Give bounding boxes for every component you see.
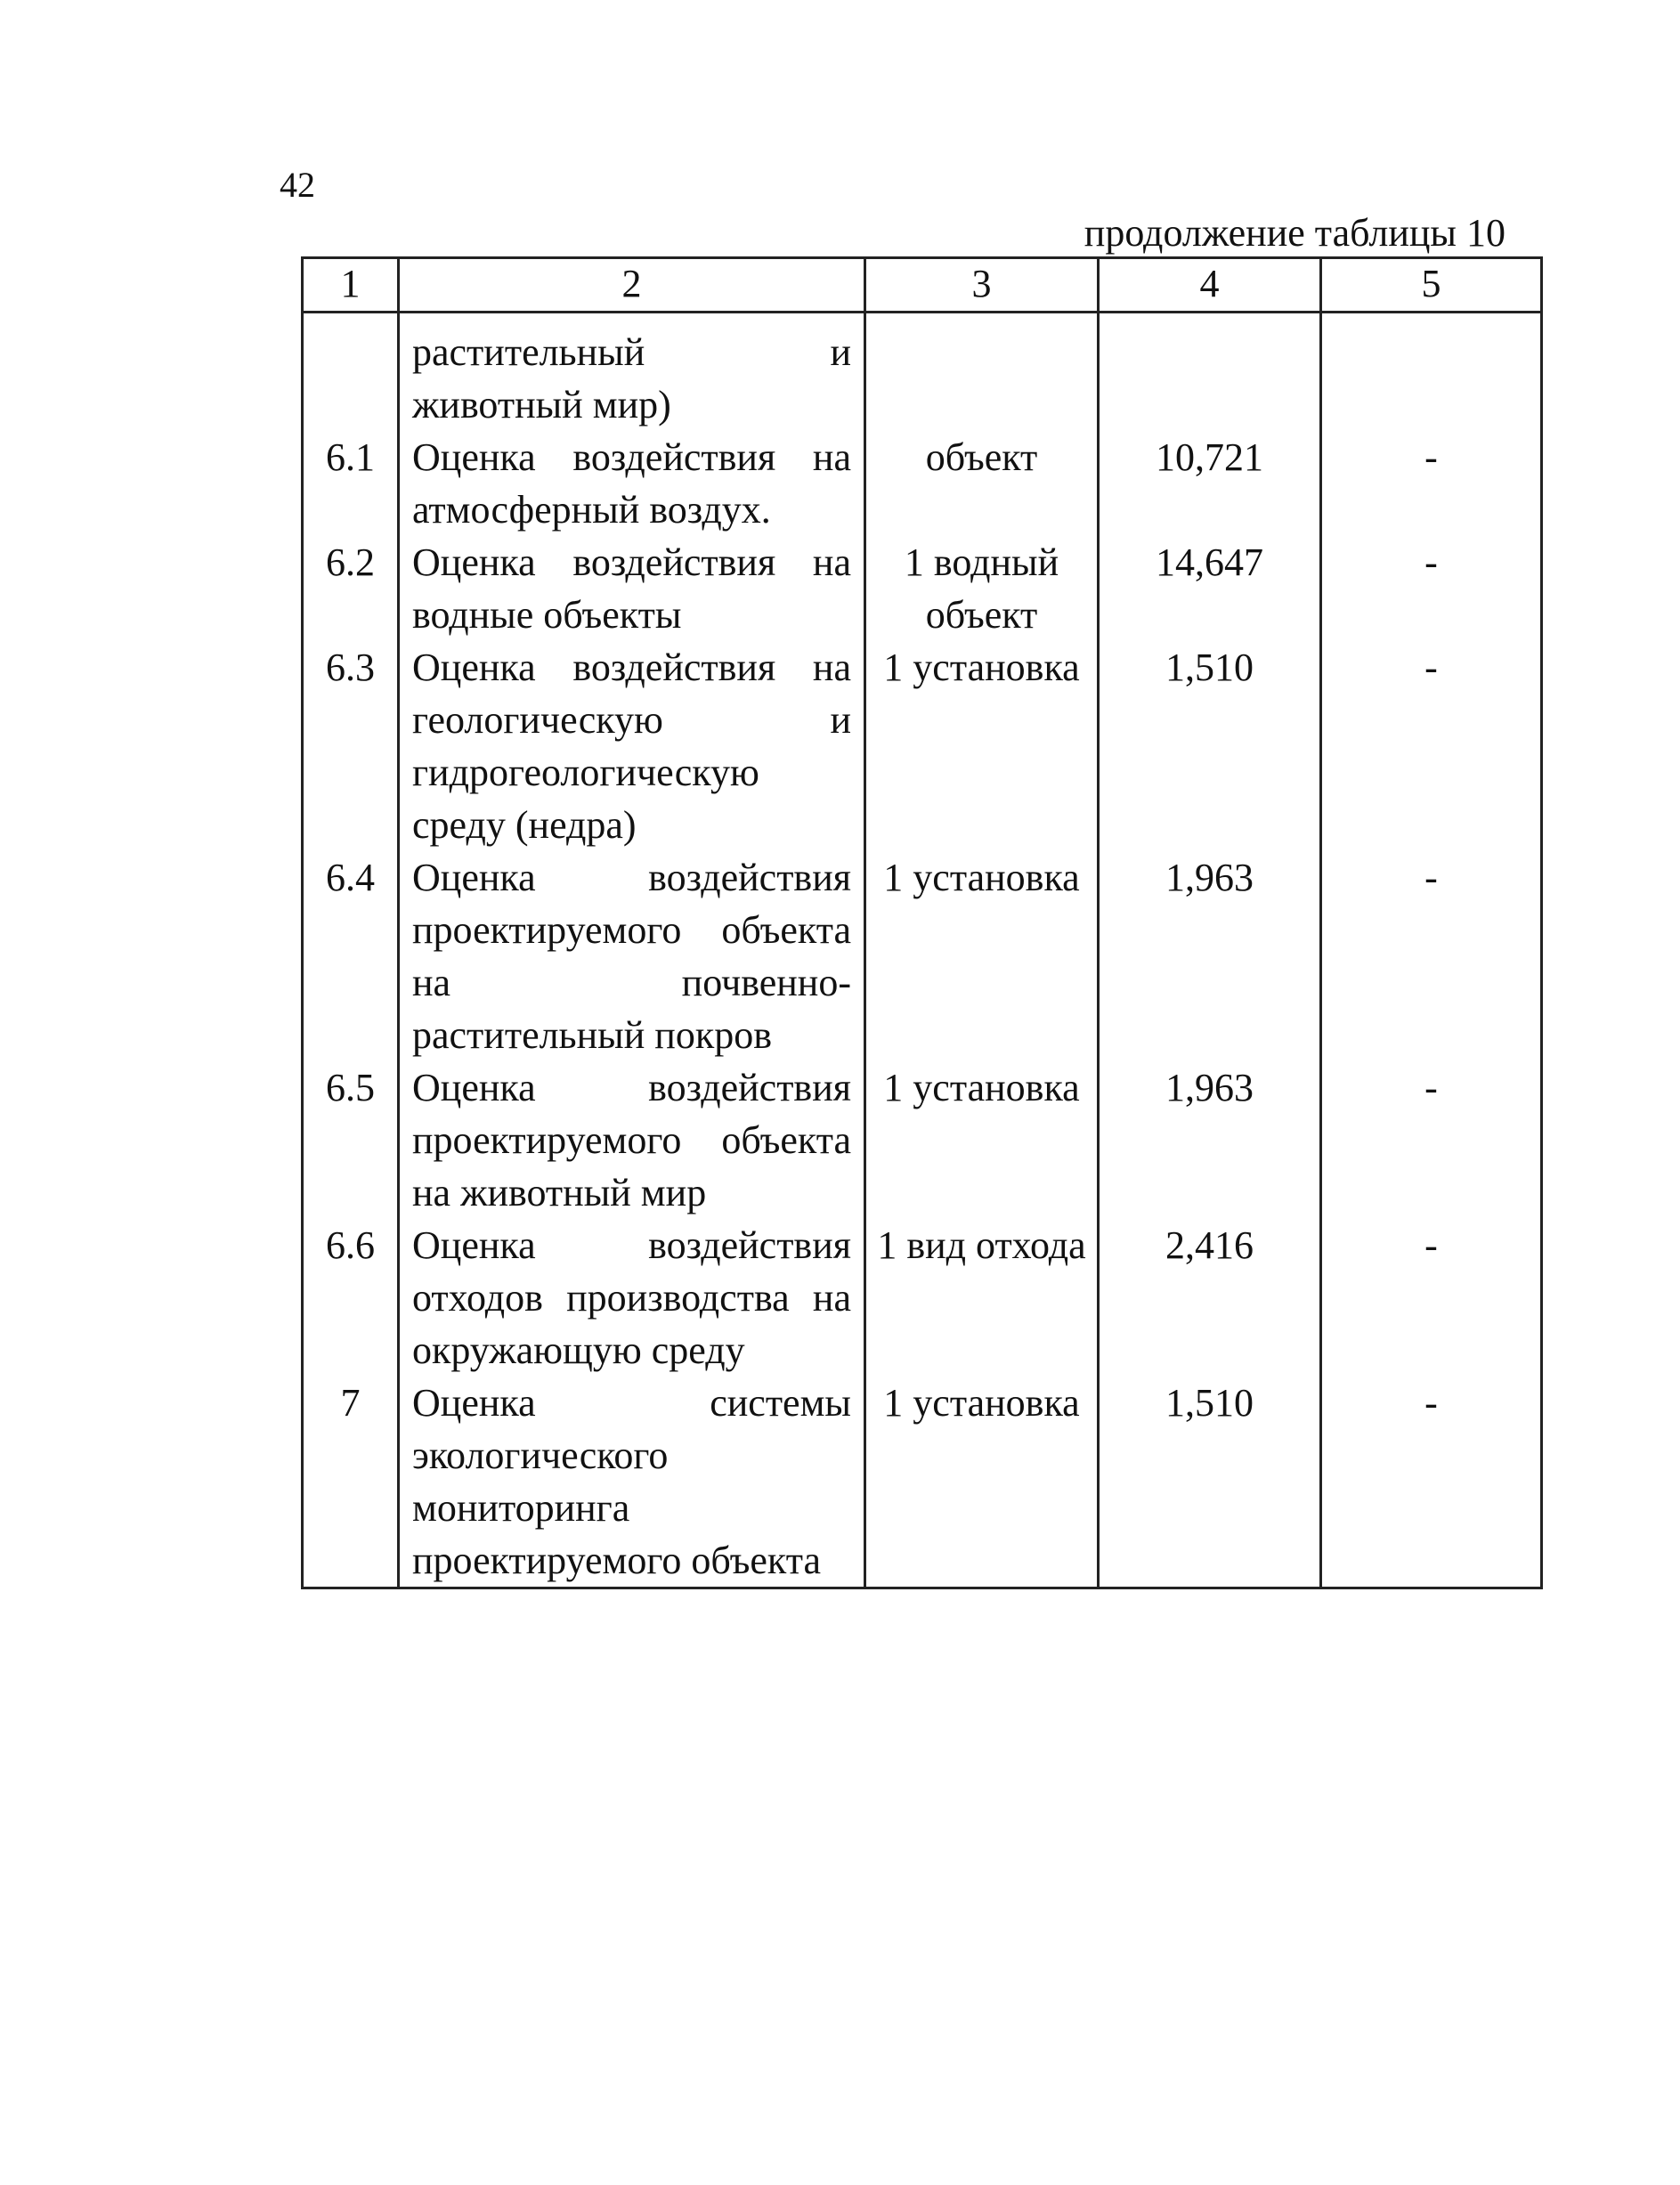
row-number: 6.5	[303, 1061, 399, 1219]
table-row	[303, 1061, 1542, 1219]
row-name: Оценка воздействия на атмосферный воздух.	[399, 431, 865, 536]
row-number: 6.4	[303, 851, 399, 1061]
row-unit	[865, 313, 1099, 432]
table-row	[303, 851, 1542, 1061]
row-number	[303, 313, 399, 432]
header-col-5: 5	[1321, 258, 1542, 313]
table-row	[303, 431, 1542, 536]
data-table	[301, 256, 1543, 1589]
table-row	[303, 313, 1542, 432]
page-number: 42	[280, 165, 315, 205]
row-name: Оценка воздействия проектируемого объекта на животный мир	[399, 1061, 865, 1219]
row-unit: 1 установка	[865, 1061, 1099, 1219]
row-value: 1,963	[1099, 851, 1321, 1061]
row-note: -	[1321, 536, 1542, 641]
row-value: 1,510	[1099, 1377, 1321, 1588]
row-note: -	[1321, 851, 1542, 1061]
table-row	[303, 1377, 1542, 1588]
header-col-2: 2	[399, 258, 865, 313]
row-note	[1321, 313, 1542, 432]
row-number: 6.2	[303, 536, 399, 641]
table-header-row	[303, 258, 1542, 313]
row-note: -	[1321, 1377, 1542, 1588]
row-name: Оценка системы экологического мониторинга проектируемого объекта	[399, 1377, 865, 1588]
row-name: растительный и животный мир)	[399, 313, 865, 432]
row-value	[1099, 313, 1321, 432]
row-unit: 1 установка	[865, 1377, 1099, 1588]
row-unit: 1 водный объект	[865, 536, 1099, 641]
row-unit: объект	[865, 431, 1099, 536]
row-value: 2,416	[1099, 1219, 1321, 1377]
table-row	[303, 1219, 1542, 1377]
row-note: -	[1321, 641, 1542, 851]
header-col-4: 4	[1099, 258, 1321, 313]
row-note: -	[1321, 1219, 1542, 1377]
row-number: 7	[303, 1377, 399, 1588]
row-number: 6.1	[303, 431, 399, 536]
header-col-3: 3	[865, 258, 1099, 313]
row-note: -	[1321, 431, 1542, 536]
row-unit: 1 установка	[865, 641, 1099, 851]
header-col-1: 1	[303, 258, 399, 313]
table-continuation-caption: продолжение таблицы 10	[1083, 211, 1506, 255]
table-row	[303, 536, 1542, 641]
row-value: 10,721	[1099, 431, 1321, 536]
row-unit: 1 установка	[865, 851, 1099, 1061]
row-value: 14,647	[1099, 536, 1321, 641]
row-number: 6.3	[303, 641, 399, 851]
row-name: Оценка воздействия на водные объекты	[399, 536, 865, 641]
row-number: 6.6	[303, 1219, 399, 1377]
row-name: Оценка воздействия отходов производства на окружающую среду	[399, 1219, 865, 1377]
row-name: Оценка воздействия на геологическую и гидрогеологическую среду (недра)	[399, 641, 865, 851]
row-value: 1,963	[1099, 1061, 1321, 1219]
table-row	[303, 641, 1542, 851]
row-value: 1,510	[1099, 641, 1321, 851]
row-unit: 1 вид отхода	[865, 1219, 1099, 1377]
row-note: -	[1321, 1061, 1542, 1219]
row-name: Оценка воздействия проектируемого объекта на почвенно-растительный покров	[399, 851, 865, 1061]
